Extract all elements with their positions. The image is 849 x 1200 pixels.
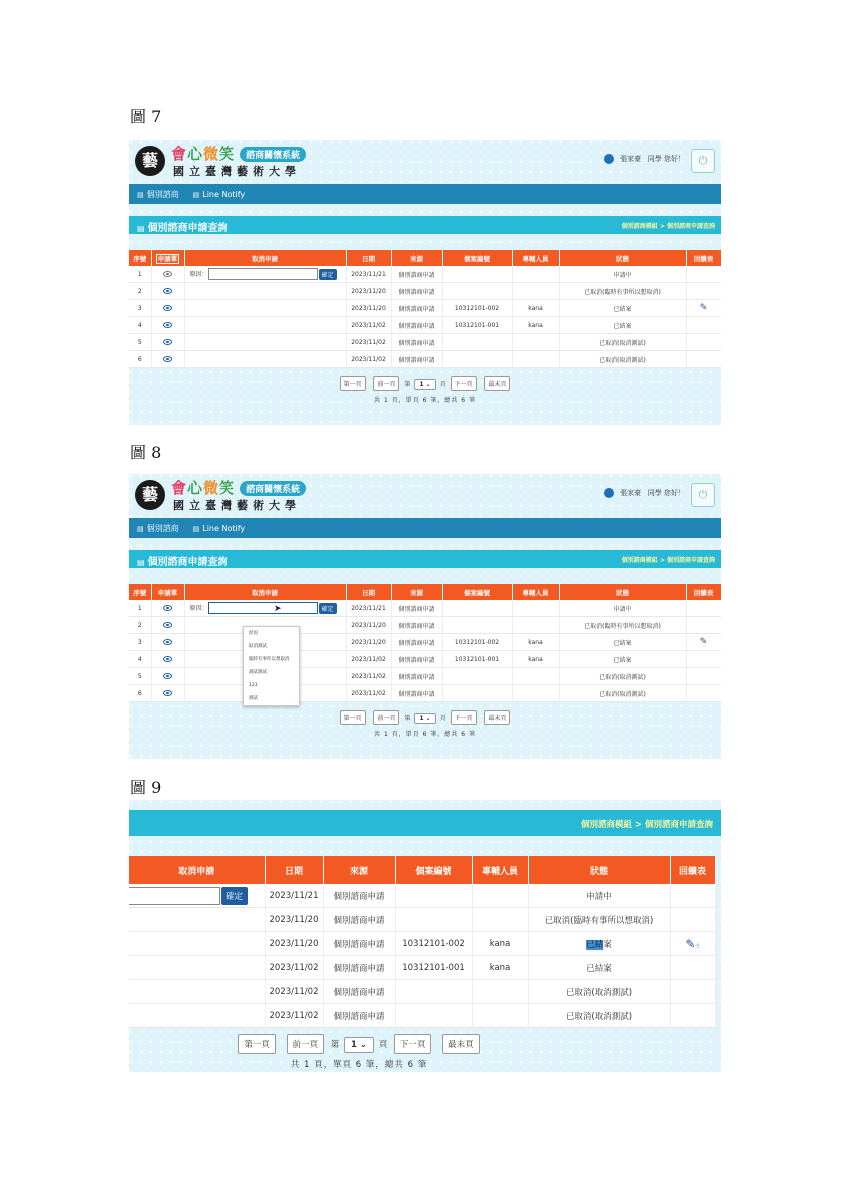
table-header-row xyxy=(129,584,721,600)
figure-8-label: 圖 8 xyxy=(130,443,162,462)
col-header: 日期 xyxy=(346,250,391,266)
app-header xyxy=(129,474,721,518)
logo-pill: 諮商關懷系統 xyxy=(240,147,306,162)
table-row: 確定 2023/11/21 個別諮商申請 申請中 xyxy=(129,884,715,908)
col-header: 取消申請 xyxy=(184,250,346,266)
user-name: 張家豪 xyxy=(620,489,642,497)
figure-9-screenshot xyxy=(129,800,721,1072)
nav-bar xyxy=(129,184,721,204)
prev-page-button[interactable]: 前一頁 xyxy=(373,710,399,725)
table-row: 3 2023/11/20 個別諮商申請 10312101-002 kana 已結案 ✎ xyxy=(129,300,721,317)
page-title: ▤ 個別諮商申請查詢 xyxy=(137,557,228,568)
hand-cursor-icon: ☝ xyxy=(695,941,700,950)
view-application-icon[interactable] xyxy=(163,690,172,696)
nav-item-line-notify[interactable]: ▤ Line Notify xyxy=(192,189,246,199)
page-title-bar xyxy=(129,550,721,568)
nav-bar xyxy=(129,518,721,538)
pagination: 第一頁 前一頁 第 1 ⌄ 頁 下一頁 最末頁 共 1 頁，單頁 6 筆，總共 6 筆 xyxy=(129,368,721,404)
status-text: 已取消(臨時有事所以想取消) xyxy=(528,908,670,932)
reason-input[interactable] xyxy=(208,268,318,280)
pencil-icon[interactable]: ✎ xyxy=(685,936,696,951)
dropdown-option[interactable]: 123 xyxy=(249,683,258,688)
greeting-text: 同學 您好！ xyxy=(647,155,685,163)
status-text: 已結案 xyxy=(559,300,686,317)
logo-pill: 諮商關懷系統 xyxy=(240,481,306,496)
applications-table xyxy=(129,584,721,702)
page-title-bar xyxy=(129,810,721,836)
pagination-info: 共 1 頁，單頁 6 筆，總共 6 筆 xyxy=(374,731,476,738)
applications-table-zoomed xyxy=(129,856,716,1028)
reason-input[interactable] xyxy=(208,602,318,614)
selected-text: 已結 xyxy=(586,939,604,950)
pencil-icon[interactable]: ✎ xyxy=(699,637,708,647)
page-select[interactable]: 1 ⌄ xyxy=(344,1037,374,1053)
list-icon: ▤ xyxy=(137,558,145,567)
mouse-cursor-icon: ➤ xyxy=(274,604,282,614)
status-text: 已取消(取消測試) xyxy=(559,351,686,368)
view-application-icon[interactable] xyxy=(163,673,172,679)
table-header-row xyxy=(129,856,715,884)
view-application-icon[interactable] xyxy=(163,639,172,645)
chevron-down-icon: ⌄ xyxy=(359,1040,367,1050)
first-page-button[interactable]: 第一頁 xyxy=(340,710,366,725)
logout-power-icon[interactable]: ⏻ xyxy=(691,149,715,173)
status-text: 已結案 xyxy=(559,651,686,668)
chevron-down-icon: ⌄ xyxy=(425,715,431,722)
nav-item-counseling[interactable]: ▤ 個別諮商 xyxy=(137,523,179,533)
user-icon xyxy=(604,154,614,164)
table-row: 6 2023/11/02 個別諮商申請 已取消(取消測試) xyxy=(129,351,721,368)
col-header: 取消申請 xyxy=(129,856,265,884)
logo-title: 會心微笑 諮商關懷系統 xyxy=(171,477,306,498)
nav-item-counseling[interactable]: ▤ 個別諮商 xyxy=(137,189,179,199)
logo-seal: 藝 xyxy=(135,146,165,176)
user-name: 張家豪 xyxy=(620,155,642,163)
reason-input[interactable] xyxy=(129,887,220,905)
status-text: 已結案 xyxy=(559,634,686,651)
col-header: 申請單 xyxy=(151,584,184,600)
pagination: 第一頁 前一頁 第 1 ⌄ 頁 下一頁 最末頁 共 1 頁，單頁 6 筆，總共 6 筆 xyxy=(129,702,721,738)
view-application-icon[interactable] xyxy=(163,322,172,328)
menu-icon: ▤ xyxy=(192,524,200,533)
status-text: 已結案 xyxy=(528,932,670,956)
col-header: 個案編號 xyxy=(442,584,512,600)
pagination-info: 共 1 頁，單頁 6 筆，總共 6 筆 xyxy=(290,1060,428,1070)
figure-9-label: 圖 9 xyxy=(130,778,162,797)
status-text: 已取消(取消測試) xyxy=(528,1004,670,1028)
logout-power-icon[interactable]: ⏻ xyxy=(691,483,715,507)
page-title: ▤ 個別諮商申請查詢 xyxy=(137,223,228,234)
confirm-button[interactable]: 確定 xyxy=(319,603,337,614)
table-row: 2023/11/02 個別諮商申請 已取消(取消測試) xyxy=(129,1004,715,1028)
col-header: 個案編號 xyxy=(442,250,512,266)
logo-subtitle: 國立臺灣藝術大學 xyxy=(173,499,301,512)
view-application-icon[interactable] xyxy=(163,622,172,628)
view-application-icon[interactable] xyxy=(163,339,172,345)
page-title-bar xyxy=(129,216,721,234)
table-row: 5 2023/11/02 個別諮商申請 已取消(取消測試) xyxy=(129,668,721,685)
page-select[interactable]: 1 ⌄ xyxy=(414,379,435,390)
nav-item-line-notify[interactable]: ▤ Line Notify xyxy=(192,523,246,533)
prev-page-button[interactable]: 前一頁 xyxy=(287,1034,325,1054)
table-row: 5 2023/11/02 個別諮商申請 已取消(取消測試) xyxy=(129,334,721,351)
greeting-text: 同學 您好！ xyxy=(647,489,685,497)
table-row: 2023/11/20 個別諮商申請 10312101-002 kana 已結案 ✎☝ xyxy=(129,932,715,956)
col-header: 日期 xyxy=(265,856,323,884)
table-row: 2023/11/02 個別諮商申請 已取消(取消測試) xyxy=(129,980,715,1004)
figure-8-screenshot xyxy=(129,474,721,759)
col-header: 申請單 xyxy=(151,250,184,266)
table-row: 2023/11/20 個別諮商申請 已取消(臨時有事所以想取消) xyxy=(129,908,715,932)
col-header: 回饋表 xyxy=(686,250,721,266)
col-header: 回饋表 xyxy=(686,584,721,600)
dropdown-option[interactable]: 測試 xyxy=(249,696,258,701)
col-header: 專輔人員 xyxy=(472,856,528,884)
col-header: 狀態 xyxy=(559,250,686,266)
col-header: 專輔人員 xyxy=(512,250,559,266)
view-application-icon[interactable] xyxy=(163,271,172,277)
confirm-button[interactable]: 確定 xyxy=(221,887,248,905)
logo-seal: 藝 xyxy=(135,480,165,510)
breadcrumb: 個別諮商模組 > 個別諮商申請查詢 xyxy=(621,557,715,564)
breadcrumb: 個別諮商模組 > 個別諮商申請查詢 xyxy=(621,223,715,230)
cancel-cell: 原因： 確定 xyxy=(184,266,346,283)
pencil-icon[interactable]: ✎ xyxy=(699,303,708,313)
next-page-button[interactable]: 下一頁 xyxy=(451,710,477,725)
pagination-info: 共 1 頁，單頁 6 筆，總共 6 筆 xyxy=(374,397,476,404)
dropdown-option[interactable]: 測試測試 xyxy=(249,670,267,675)
last-page-button[interactable]: 最末頁 xyxy=(442,1034,480,1054)
status-text: 申請中 xyxy=(528,884,670,908)
cancel-cell xyxy=(129,884,265,908)
last-page-button[interactable]: 最末頁 xyxy=(484,710,510,725)
status-text: 已取消(取消測試) xyxy=(559,685,686,702)
logo-title: 會心微笑 諮商關懷系統 xyxy=(171,143,306,164)
view-application-icon[interactable] xyxy=(163,305,172,311)
menu-icon: ▤ xyxy=(137,190,144,199)
view-application-icon[interactable] xyxy=(163,605,172,611)
chevron-down-icon: ⌄ xyxy=(425,381,431,388)
confirm-button[interactable]: 確定 xyxy=(319,269,337,280)
table-header-row xyxy=(129,250,721,266)
status-text: 已結案 xyxy=(528,956,670,980)
table-row: 6 2023/11/02 個別諮商申請 已取消(取消測試) xyxy=(129,685,721,702)
col-header: 狀態 xyxy=(559,584,686,600)
breadcrumb: 個別諮商模組 > 個別諮商申請查詢 xyxy=(580,820,713,830)
status-text: 已取消(臨時有事所以想取消) xyxy=(559,617,686,634)
cancel-cell: 原因： 確定 xyxy=(184,600,346,617)
col-header: 專輔人員 xyxy=(512,584,559,600)
table-row: 4 2023/11/02 個別諮商申請 10312101-001 kana 已結案 xyxy=(129,651,721,668)
col-header: 個案編號 xyxy=(395,856,472,884)
col-header: 來源 xyxy=(391,584,442,600)
col-header: 序號 xyxy=(129,250,151,266)
dropdown-option[interactable]: 取消測試 xyxy=(249,644,267,649)
next-page-button[interactable]: 下一頁 xyxy=(451,376,477,391)
prev-page-button[interactable]: 前一頁 xyxy=(373,376,399,391)
view-application-icon[interactable] xyxy=(163,356,172,362)
user-greeting xyxy=(604,154,685,164)
page-select[interactable]: 1 ⌄ xyxy=(414,713,435,724)
col-header: 序號 xyxy=(129,584,151,600)
view-application-icon[interactable] xyxy=(163,288,172,294)
dropdown-option[interactable]: 原因 xyxy=(249,631,258,636)
dropdown-option[interactable]: 臨時有事所以想取消 xyxy=(249,657,290,662)
menu-icon: ▤ xyxy=(137,524,144,533)
figure-7-label: 圖 7 xyxy=(130,107,162,126)
col-header: 來源 xyxy=(391,250,442,266)
user-greeting xyxy=(604,488,685,498)
figure-7-screenshot xyxy=(129,140,721,425)
logo-subtitle: 國立臺灣藝術大學 xyxy=(173,165,301,178)
status-text: 申請中 xyxy=(559,600,686,617)
first-page-button[interactable]: 第一頁 xyxy=(238,1034,276,1054)
pagination: 第一頁 前一頁 第 1 ⌄ 頁 下一頁 最末頁 共 1 頁，單頁 6 筆，總共 6 筆 xyxy=(129,1020,589,1070)
status-text: 申請中 xyxy=(559,266,686,283)
table-row: 2 2023/11/20 個別諮商申請 已取消(臨時有事所以想取消) xyxy=(129,617,721,634)
table-row: 1 原因： 確定 2023/11/21 個別諮商申請 申請中 xyxy=(129,266,721,283)
status-text: 已結案 xyxy=(559,317,686,334)
list-icon: ▤ xyxy=(137,224,145,233)
table-row: 4 2023/11/02 個別諮商申請 10312101-001 kana 已結案 xyxy=(129,317,721,334)
menu-icon: ▤ xyxy=(192,190,200,199)
status-text: 已取消(臨時有事所以想取消) xyxy=(559,283,686,300)
applications-table xyxy=(129,250,721,368)
col-header: 回饋表 xyxy=(670,856,715,884)
view-application-icon[interactable] xyxy=(163,656,172,662)
status-text: 已取消(取消測試) xyxy=(528,980,670,1004)
reason-dropdown[interactable] xyxy=(243,626,300,706)
table-row: 3 2023/11/20 個別諮商申請 10312101-002 kana 已結案 ✎ xyxy=(129,634,721,651)
next-page-button[interactable]: 下一頁 xyxy=(394,1034,432,1054)
table-row: 2023/11/02 個別諮商申請 10312101-001 kana 已結案 xyxy=(129,956,715,980)
status-text: 已取消(取消測試) xyxy=(559,668,686,685)
user-icon xyxy=(604,488,614,498)
status-text: 已取消(取消測試) xyxy=(559,334,686,351)
table-row: 1 原因： 確定 2023/11/21 個別諮商申請 申請中 xyxy=(129,600,721,617)
first-page-button[interactable]: 第一頁 xyxy=(340,376,366,391)
col-header: 來源 xyxy=(323,856,395,884)
col-header: 日期 xyxy=(346,584,391,600)
col-header: 取消申請 xyxy=(184,584,346,600)
table-row: 2 2023/11/20 個別諮商申請 已取消(臨時有事所以想取消) xyxy=(129,283,721,300)
col-header: 狀態 xyxy=(528,856,670,884)
last-page-button[interactable]: 最末頁 xyxy=(484,376,510,391)
app-header xyxy=(129,140,721,184)
